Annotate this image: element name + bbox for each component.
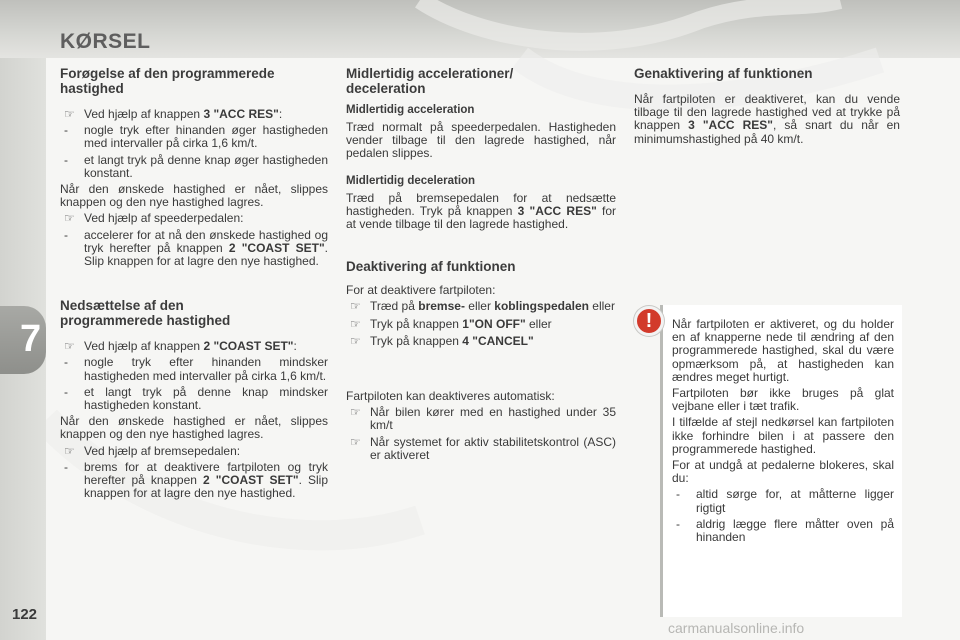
- section-heading-increase: Forøgelse af den programmerede hastighed: [60, 66, 275, 96]
- paragraph: Når den ønskede hastighed er nået, slippes knappen og den nye hastighed lagres.: [60, 414, 328, 442]
- paragraph: Træd på bremsepedalen for at nedsætte hastigheden. Tryk på knappen 3 "ACC RES" for at vende tilbage til den lagrede hastighed.: [346, 190, 616, 232]
- pointing-hand-icon: ☞: [64, 211, 75, 226]
- exclamation-icon: !: [634, 306, 664, 336]
- list-item: ☞ Ved hjælp af knappen 2 "COAST SET":: [64, 339, 297, 354]
- paragraph: Fartpiloten bør ikke bruges på glat vejbane eller i tæt trafik.: [672, 386, 894, 414]
- list-item: ☞ Når bilen kører med en hastighed under 35 km/t: [350, 405, 616, 433]
- list-item: - aldrig lægge flere måtter oven på hinanden: [676, 516, 894, 545]
- paragraph: Fartpiloten kan deaktiveres automatisk:: [346, 389, 555, 404]
- list-item: - brems for at deaktivere fartpiloten og tryk herefter på knappen 2 "COAST SET". Slip knappen for at lagre den nye hastighed.: [64, 459, 328, 501]
- pointing-hand-icon: ☞: [350, 434, 361, 449]
- list-item: ☞ Ved hjælp af bremsepedalen:: [64, 443, 241, 458]
- list-item: - accelerer for at nå den ønskede hastighed og tryk herefter på knappen 2 "COAST SET". Slip knappen for at lagre den nye hastighed.: [64, 227, 329, 269]
- watermark: carmanualsonline.info: [668, 620, 805, 636]
- pointing-hand-icon: ☞: [350, 299, 361, 314]
- page-number: 122: [12, 606, 38, 623]
- column-right: [634, 66, 900, 146]
- list-item: - nogle tryk efter hinanden mindsker hastigheden med intervaller på cirka 1,6 km/t.: [64, 355, 328, 383]
- list-item: ☞ Ved hjælp af speederpedalen:: [64, 211, 244, 226]
- warning-text: [672, 318, 894, 544]
- section-heading-deactivation: Deaktivering af funktionen: [346, 259, 516, 275]
- list-item: - nogle tryk efter hinanden øger hastigheden med intervaller på cirka 1,6 km/t.: [64, 123, 328, 151]
- paragraph: Når fartpiloten er deaktiveret, kan du vende tilbage til den lagrede hastighed ved at trykke på knappen 3 "ACC RES", så snart du når en minimumshastighed på 40 km/t.: [634, 92, 900, 146]
- list-item: ☞ Træd på bremse- eller koblingspedalen eller: [350, 299, 615, 314]
- pointing-hand-icon: ☞: [64, 107, 75, 121]
- pointing-hand-icon: ☞: [64, 339, 75, 354]
- list-item: ☞ Ved hjælp af knappen 3 "ACC RES":: [64, 107, 283, 121]
- column-left: [60, 66, 328, 500]
- paragraph: For at undgå at pedalerne blokeres, skal du:: [672, 458, 894, 486]
- list-item: ☞ Når systemet for aktiv stabilitetskontrol (ASC) er aktiveret: [350, 434, 616, 462]
- chapter-number: 7: [20, 318, 42, 360]
- paragraph: For at deaktivere fartpiloten:: [346, 283, 496, 298]
- section-heading-temporary: Midlertidig accelerationer/ deceleration: [346, 66, 514, 96]
- pointing-hand-icon: ☞: [350, 316, 361, 331]
- page-title: KØRSEL: [60, 30, 151, 53]
- paragraph: Når den ønskede hastighed er nået, slippes knappen og den nye hastighed lagres.: [60, 182, 328, 210]
- section-heading-decrease: Nedsættelse af den programmerede hastighed: [60, 298, 231, 329]
- pointing-hand-icon: ☞: [350, 405, 361, 420]
- pointing-hand-icon: ☞: [350, 333, 361, 348]
- section-heading-reactivation: Genaktivering af funktionen: [634, 66, 813, 81]
- paragraph: Træd normalt på speederpedalen. Hastigheden vender tilbage til den lagrede hastighed, når pedalen slippes.: [346, 120, 616, 161]
- column-middle: [346, 66, 616, 462]
- list-item: - et langt tryk på denne knap mindsker hastigheden konstant.: [64, 384, 328, 413]
- subheading-deceleration: Midlertidig deceleration: [346, 174, 476, 187]
- paragraph: I tilfælde af stejl nedkørsel kan fartpiloten ikke forhindre bilen i at passere den programmerede hastighed.: [672, 415, 894, 456]
- paragraph: Når fartpiloten er aktiveret, og du holder en af knapperne nede til ændring af den programmerede hastighed, skal du være opmærksom på, at hastigheden kan ændres meget hurtigt.: [672, 317, 894, 384]
- list-item: - altid sørge for, at måtterne ligger rigtigt: [676, 487, 894, 515]
- list-item: ☞ Tryk på knappen 1"ON OFF" eller: [350, 316, 552, 331]
- list-item: ☞ Tryk på knappen 4 "CANCEL": [350, 333, 534, 348]
- pointing-hand-icon: ☞: [64, 443, 75, 458]
- subheading-acceleration: Midlertidig acceleration: [346, 104, 475, 116]
- list-item: - et langt tryk på denne knap øger hastigheden konstant.: [64, 152, 328, 180]
